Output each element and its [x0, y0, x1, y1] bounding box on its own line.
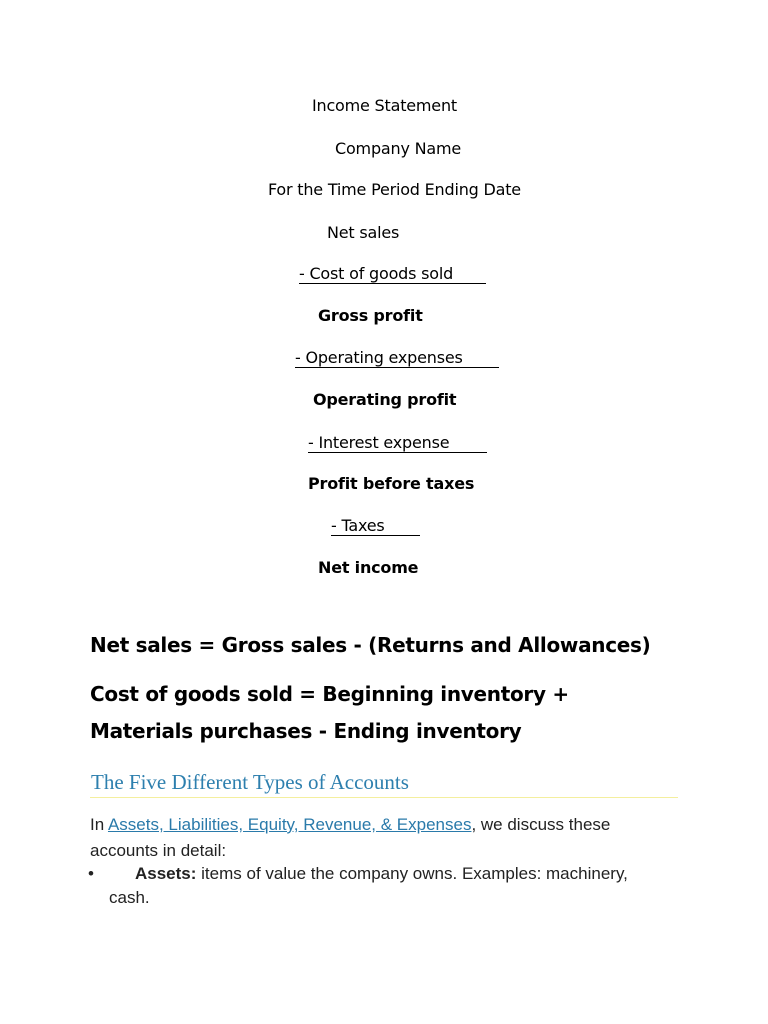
- cost-of-goods-sold-line: - Cost of goods sold: [299, 266, 486, 284]
- gross-profit-line: Gross profit: [318, 306, 423, 325]
- net-sales-line: Net sales: [327, 223, 400, 242]
- cogs-formula: Cost of goods sold = Beginning inventory + Materials purchases - Ending inventory: [90, 682, 569, 743]
- taxes-line: - Taxes: [331, 518, 420, 536]
- net-sales-formula: Net sales = Gross sales - (Returns and Allowances): [90, 633, 651, 657]
- section-heading: The Five Different Types of Accounts: [91, 770, 409, 794]
- interest-expense-line: - Interest expense: [308, 435, 487, 453]
- operating-expenses-line: - Operating expenses: [295, 350, 499, 368]
- time-period: For the Time Period Ending Date: [268, 180, 521, 199]
- statement-title: Income Statement: [312, 96, 457, 115]
- bullet-icon: •: [88, 864, 94, 883]
- intro-paragraph: [90, 812, 670, 864]
- intro-prefix: In: [90, 815, 108, 834]
- company-name: Company Name: [335, 139, 462, 158]
- bullet-text: [109, 862, 669, 910]
- bullet-term: Assets:: [135, 864, 197, 883]
- accounts-link[interactable]: Assets, Liabilities, Equity, Revenue, & Expenses: [107, 815, 472, 834]
- profit-before-taxes-line: Profit before taxes: [308, 474, 475, 493]
- heading-divider: [90, 797, 678, 798]
- intro-suffix: , we discuss these accounts in detail:: [90, 815, 611, 860]
- bullet-description: items of value the company owns. Examples: machinery, cash.: [109, 864, 628, 907]
- operating-profit-line: Operating profit: [313, 390, 457, 409]
- net-income-line: Net income: [318, 558, 419, 577]
